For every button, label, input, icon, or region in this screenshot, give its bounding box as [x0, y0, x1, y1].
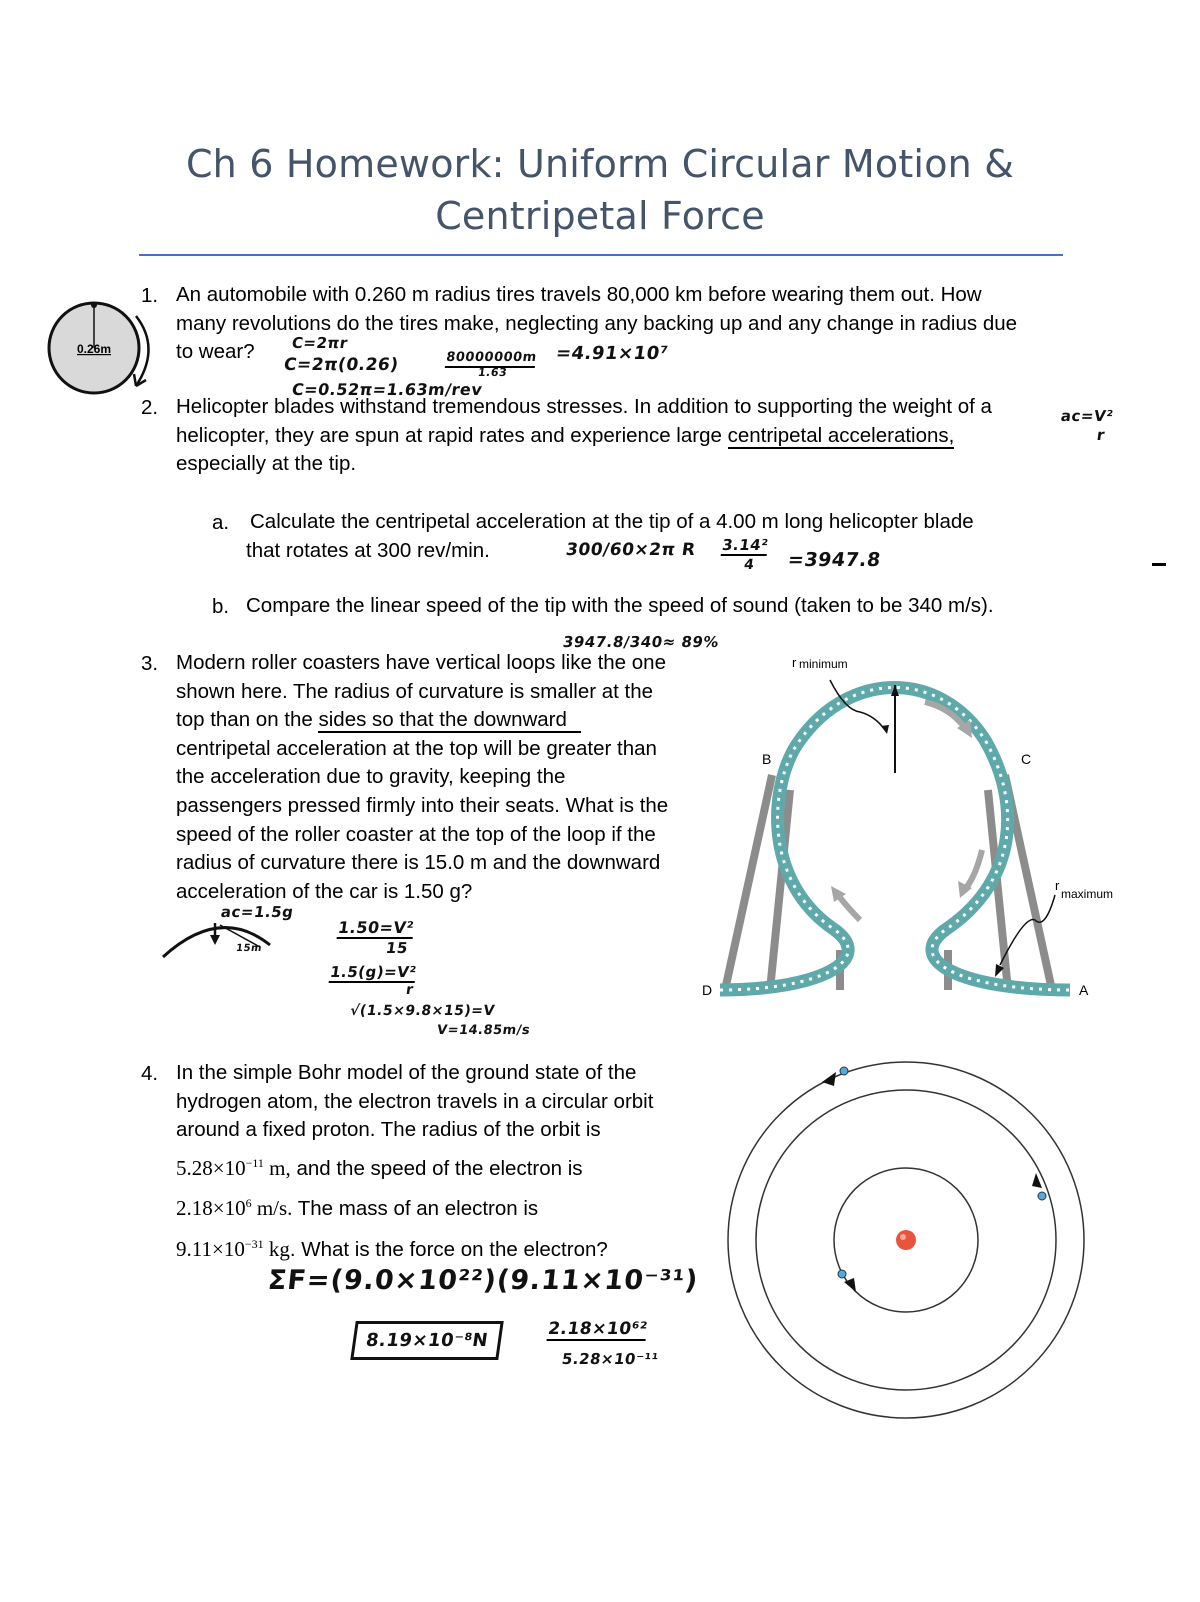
q4-radius-unit: m,	[263, 1155, 291, 1180]
q3-number: 3.	[141, 652, 159, 675]
q4-note-frac-num: 2.18×10⁶²	[546, 1319, 649, 1339]
q2-line1: Helicopter blades withstand tremendous stresses. In addition to supporting the weight of a	[176, 395, 992, 418]
rmin-sub: minimum	[799, 657, 848, 671]
q4-line4	[176, 1149, 716, 1183]
rmax-label: r	[1055, 878, 1060, 893]
q4-mass-unit: kg	[263, 1236, 290, 1261]
q2b-note: 3947.8/340≈ 89%	[561, 633, 721, 651]
arrow-left-up-icon	[838, 895, 860, 920]
q3-line3a: top than on the	[176, 708, 319, 732]
q4-line5	[176, 1189, 716, 1223]
proton-icon	[896, 1230, 916, 1250]
q1-line1: An automobile with 0.260 m radius tires travels 80,000 km before wearing them out. How	[176, 283, 982, 306]
electron-outer-icon	[840, 1067, 848, 1075]
q2-line2a: helicopter, they are spun at rapid rates and experience large	[176, 423, 728, 447]
q4-speed-unit: m/s.	[251, 1196, 293, 1221]
q3-line5: the acceleration due to gravity, keeping the	[176, 765, 566, 789]
point-C-label: C	[1021, 751, 1032, 767]
q2b-label: b.	[212, 595, 230, 618]
q1-note-denominator: 1.63	[477, 366, 509, 379]
q4-number: 4.	[141, 1062, 159, 1085]
q4-radius-exp: −11	[245, 1155, 264, 1170]
q3-note-eq1: 1.50=V²	[336, 918, 416, 937]
q1-note-answer: =4.91×10⁷	[554, 343, 670, 364]
q2-side-note-den: r	[1095, 426, 1107, 444]
q3-line1: Modern roller coasters have vertical loops like the one	[176, 651, 666, 674]
q2-line2	[176, 422, 1076, 451]
flow-arrows	[831, 702, 982, 920]
q3-line3	[176, 706, 716, 735]
q4-line5-rest: The mass of an electron is	[292, 1197, 539, 1221]
q1-number: 1.	[141, 284, 159, 307]
point-D-label: D	[702, 982, 713, 998]
q3-note-eq1-den: 15	[384, 939, 410, 957]
rmin-label: r	[792, 655, 797, 670]
q2-dash-mark	[1152, 563, 1166, 566]
q1-note-substitute: C=2π(0.26)	[282, 355, 400, 375]
q3-note-eq4: V=14.85m/s	[435, 1023, 532, 1038]
point-A-label: A	[1079, 982, 1089, 998]
electron-middle-icon	[1038, 1192, 1046, 1200]
tire-radius-label: 0.26m	[76, 342, 112, 356]
q2-line3: especially at the tip.	[176, 452, 357, 476]
q3-line9: acceleration of the car is 1.50 g?	[176, 879, 473, 903]
q4-line6	[176, 1230, 716, 1264]
q2a-note-b: 3.14²	[720, 536, 770, 554]
q3-line7: speed of the roller coaster at the top of the loop if the	[176, 822, 656, 846]
electron-inner-icon	[838, 1270, 846, 1278]
q4-line1: In the simple Bohr model of the ground state of the	[176, 1061, 637, 1084]
q2b-text: Compare the linear speed of the tip with the speed of sound (taken to be 340 m/s).	[246, 594, 994, 617]
q4-speed-value: 2.18×10	[176, 1196, 246, 1221]
q2-side-note: ac=V²	[1059, 407, 1115, 425]
q4-line3: around a fixed proton. The radius of the orbit is	[176, 1118, 601, 1142]
roller-coaster-diagram	[700, 650, 1140, 1020]
q4-note-frac-den: 5.28×10⁻¹¹	[560, 1350, 660, 1368]
q2a-note-d: =3947.8	[786, 549, 883, 571]
tire-top-dot	[91, 302, 97, 308]
q4-note-sum: ΣF=(9.0×10²²)(9.11×10⁻³¹)	[266, 1265, 700, 1296]
q3-note-r15: 15m	[235, 943, 263, 954]
bohr-atom-diagram	[720, 1060, 1100, 1430]
q1-note-distance: 80000000m	[445, 350, 538, 368]
q4-radius-value: 5.28×10	[176, 1155, 246, 1180]
proton-highlight	[900, 1234, 906, 1240]
q4-text	[176, 1059, 716, 1264]
q2a-note-c: 4	[742, 557, 756, 573]
q2a-note-a: 300/60×2π R	[564, 540, 697, 560]
q1-note-circumference: C=2πr	[290, 334, 350, 352]
q4-mass-exp: −31	[244, 1236, 264, 1251]
page-title-line2: Centripetal Force	[435, 194, 765, 238]
q3-line8: radius of curvature there is 15.0 m and the downward	[176, 851, 661, 875]
q4-answer-box: 8.19×10⁻⁸N	[350, 1321, 503, 1360]
point-B-label: B	[762, 751, 772, 767]
page-title: Ch 6 Homework: Uniform Circular Motion &	[185, 142, 1015, 186]
q3-line6: passengers pressed firmly into their seats. What is the	[176, 793, 669, 817]
q3-line2: shown here. The radius of curvature is smaller at the	[176, 679, 654, 703]
q2-number: 2.	[141, 396, 159, 419]
q4-mass-value: 9.11×10	[176, 1236, 245, 1261]
orbit-arrow-outer-icon	[822, 1072, 836, 1086]
title-rule	[139, 254, 1063, 256]
q3-line4: centripetal acceleration at the top will be greater than	[176, 736, 657, 760]
q4-line2: hydrogen atom, the electron travels in a circular orbit	[176, 1089, 654, 1113]
q3-line3-underlined: sides so that the downward	[318, 708, 580, 733]
rmax-sub: maximum	[1061, 887, 1114, 901]
q3-note-eq3: √(1.5×9.8×15)=V	[348, 1003, 496, 1019]
q3-note-eq2-den: r	[404, 982, 415, 998]
q3-note-ac: ac=1.5g	[219, 903, 295, 921]
q1-line3: to wear?	[176, 340, 255, 364]
q2a-label: a.	[212, 511, 230, 534]
q3-text	[176, 649, 716, 906]
q2a-line2: that rotates at 300 rev/min.	[246, 538, 490, 562]
q4-line6-rest: . What is the force on the electron?	[289, 1237, 608, 1261]
q1-line2: many revolutions do the tires make, neglecting any backing up and any change in radius due	[176, 311, 1018, 335]
q2a-line1: Calculate the centripetal acceleration at the tip of a 4.00 m long helicopter blade	[250, 510, 974, 533]
q3-note-eq2: 1.5(g)=V²	[328, 963, 418, 981]
q2-line2b: centripetal accelerations,	[727, 423, 955, 447]
arrow-right-down-icon	[966, 850, 982, 888]
q2-text	[176, 393, 1076, 479]
q4-speed-exp: 6	[245, 1196, 252, 1211]
q4-line4-rest: and the speed of the electron is	[290, 1156, 583, 1180]
tire-sketch	[36, 296, 166, 406]
q1-note-result: C=0.52π=1.63m/rev	[290, 380, 484, 399]
